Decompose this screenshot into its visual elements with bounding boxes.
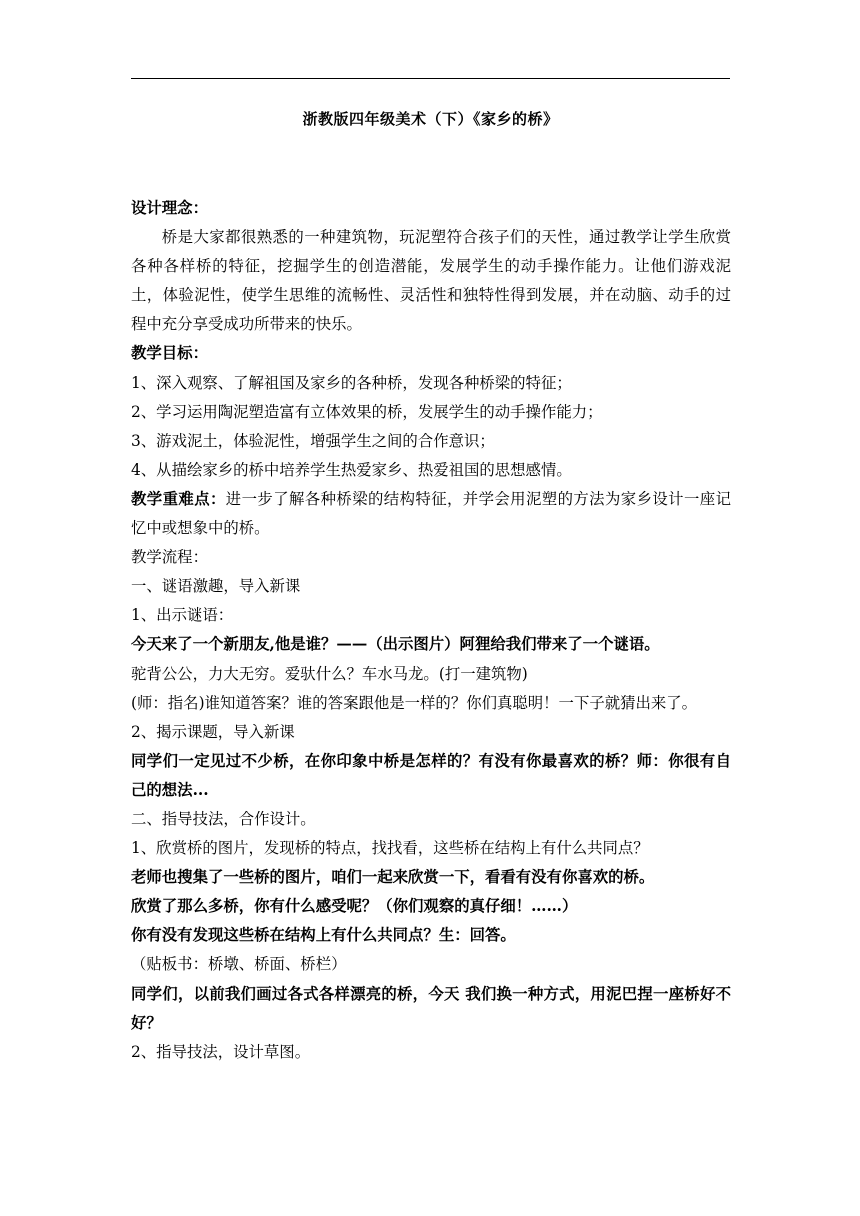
document-body xyxy=(131,194,731,1067)
step2-title: 2、揭示课题，导入新课 xyxy=(131,722,295,741)
document-title: 浙教版四年级美术（下）《家乡的桥》 xyxy=(302,110,559,128)
section2-bold-line-3: 你有没有发现这些桥在结构上有什么共同点？生：回答。 xyxy=(131,926,516,945)
teaching-goals-heading: 教学目标： xyxy=(131,344,208,363)
step1-title: 1、出示谜语： xyxy=(131,606,234,625)
riddle-text: 驼背公公，力大无穷。爱驮什么？车水马龙。(打一建筑物) xyxy=(131,664,528,683)
teaching-goal-item: 3、游戏泥土，体验泥性，增强学生之间的合作意识； xyxy=(131,431,495,450)
key-points-label: 教学重难点： xyxy=(131,489,226,508)
teaching-goal-item: 1、深入观察、了解祖国及家乡的各种桥，发现各种桥梁的特征； xyxy=(131,373,572,392)
teacher-line: (师：指名)谁知道答案？谁的答案跟他是一样的？你们真聪明！一下子就猜出来了。 xyxy=(131,693,698,712)
section2-bold-line-2: 欣赏了那么多桥，你有什么感受呢？（你们观察的真仔细！……） xyxy=(131,897,578,916)
key-points-text: 进一步了解各种桥梁的结构特征，并学会用泥塑的方法为家乡设计一座记忆中或想象中的桥。 xyxy=(131,489,731,538)
section2-bold-line-4: 同学们，以前我们画过各式各样漂亮的桥，今天 我们换一种方式，用泥巴捏一座桥好不好？ xyxy=(131,984,731,1032)
key-points-paragraph xyxy=(131,485,731,543)
flow-heading: 教学流程： xyxy=(131,548,208,567)
teaching-goal-item: 4、从描绘家乡的桥中培养学生热爱家乡、热爱祖国的思想感情。 xyxy=(131,460,572,479)
header-rule xyxy=(131,78,730,79)
design-concept-heading: 设计理念： xyxy=(131,199,208,217)
section1-title: 一、谜语激趣，导入新课 xyxy=(131,577,301,596)
board-note: （贴板书：桥墩、桥面、桥栏） xyxy=(131,955,347,974)
design-concept-text: 桥是大家都很熟悉的一种建筑物，玩泥塑符合孩子们的天性，通过教学让学生欣赏各种各样桥的特征，挖掘学生的创造潜能，发展学生的动手操作能力。让他们游戏泥土，体验泥性，使学生思维的流畅性、灵活性和独特性得到发展，并在动脑、动手的过程中充分享受成功所带来的快乐。 xyxy=(131,228,731,334)
teaching-goal-item: 2、学习运用陶泥塑造富有立体效果的桥，发展学生的动手操作能力； xyxy=(131,402,603,421)
section2-title: 二、指导技法，合作设计。 xyxy=(131,809,316,828)
section2-bold-line-1: 老师也搜集了一些桥的图片，咱们一起来欣赏一下，看看有没有你喜欢的桥。 xyxy=(131,868,655,887)
section2-step1-title: 1、欣赏桥的图片，发现桥的特点，找找看，这些桥在结构上有什么共同点？ xyxy=(131,839,649,858)
step2-bold-text: 同学们一定见过不少桥，在你印象中桥是怎样的？有没有你最喜欢的桥？师：你很有自己的想法... xyxy=(131,751,731,799)
section2-step2-title: 2、指导技法，设计草图。 xyxy=(131,1042,311,1061)
step1-bold-text: 今天来了一个新朋友,他是谁？——（出示图片）阿狸给我们带来了一个谜语。 xyxy=(131,635,660,654)
